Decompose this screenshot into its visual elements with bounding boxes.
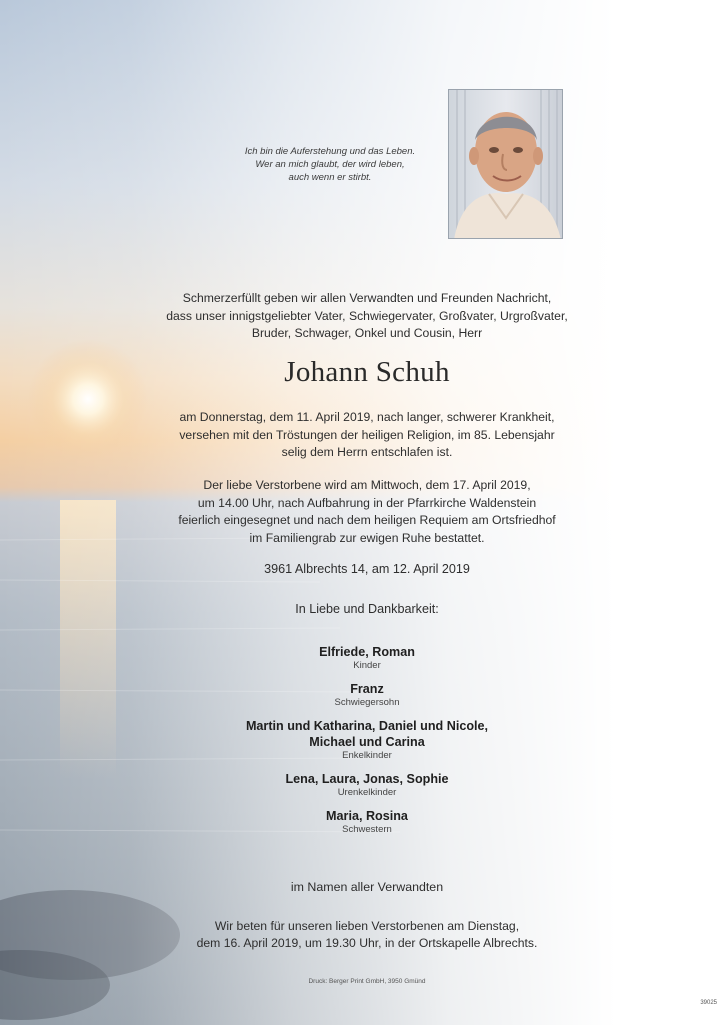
prayer-line: Wir beten für unseren lieben Verstorbenen am Dienstag, xyxy=(214,919,520,933)
intro-line: Bruder, Schwager, Onkel und Cousin, Herr xyxy=(251,326,483,340)
prayer-line: dem 16. April 2019, um 19.30 Uhr, in der Ortskapelle Albrechts. xyxy=(196,936,538,950)
death-notice-line: selig dem Herrn entschlafen ist. xyxy=(281,445,453,459)
funeral-details xyxy=(110,477,624,547)
mourner-names: Maria, Rosina xyxy=(326,809,408,823)
quote-line: auch wenn er stirbt. xyxy=(288,172,372,183)
funeral-line: feierlich eingesegnet und nach dem heiligen Requiem am Ortsfriedhof xyxy=(178,513,556,527)
funeral-line: im Familiengrab zur ewigen Ruhe bestattet. xyxy=(249,530,485,545)
intro-line: dass unser innigstgeliebter Vater, Schwiegervater, Großvater, Urgroßvater, xyxy=(166,308,568,323)
mourners-list xyxy=(160,644,574,845)
prayer-notice xyxy=(120,918,614,952)
mourner-names: Martin und Katharina, Daniel und Nicole, xyxy=(245,719,489,733)
death-notice-line: am Donnerstag, dem 11. April 2019, nach langer, schwerer Krankheit, xyxy=(179,410,555,424)
document-code: 39025 xyxy=(700,1000,717,1006)
mourner-group xyxy=(160,808,574,836)
mourner-names: Lena, Laura, Jonas, Sophie xyxy=(285,772,449,786)
mourner-names: Franz xyxy=(350,682,384,696)
quote-line: Ich bin die Auferstehung und das Leben. xyxy=(244,146,416,157)
death-notice xyxy=(110,409,624,462)
printer-credit: Druck: Berger Print GmbH, 3950 Gmünd xyxy=(308,978,426,985)
thanks-line: In Liebe und Dankbarkeit: xyxy=(295,602,439,616)
quote-line: Wer an mich glaubt, der wird leben, xyxy=(255,159,405,170)
mourner-relation: Urenkelkinder xyxy=(337,787,397,798)
mourner-group xyxy=(160,644,574,672)
mourner-group xyxy=(160,771,574,799)
relatives-line: im Namen aller Verwandten xyxy=(290,880,444,894)
portrait-photo xyxy=(448,89,563,239)
mourner-relation: Schwiegersohn xyxy=(334,697,400,708)
death-notice-line: versehen mit den Tröstungen der heiligen Religion, im 85. Lebensjahr xyxy=(179,427,555,442)
intro-line: Schmerzerfüllt geben wir allen Verwandten und Freunden Nachricht, xyxy=(182,291,552,305)
funeral-line: Der liebe Verstorbene wird am Mittwoch, dem 17. April 2019, xyxy=(203,478,531,492)
deceased-name: Johann Schuh xyxy=(284,356,450,388)
mourner-relation: Kinder xyxy=(353,660,381,671)
mourner-relation: Enkelkinder xyxy=(342,750,392,761)
bible-quote xyxy=(216,145,444,184)
mourner-group xyxy=(160,718,574,762)
mourner-names: Michael und Carina xyxy=(309,735,425,749)
mourner-names: Elfriede, Roman xyxy=(319,645,415,659)
funeral-line: um 14.00 Uhr, nach Aufbahrung in der Pfarrkirche Waldenstein xyxy=(197,495,537,510)
mourner-relation: Schwestern xyxy=(342,824,392,835)
place-and-date: 3961 Albrechts 14, am 12. April 2019 xyxy=(264,562,470,576)
mourner-group xyxy=(160,681,574,709)
intro-text xyxy=(120,290,614,343)
